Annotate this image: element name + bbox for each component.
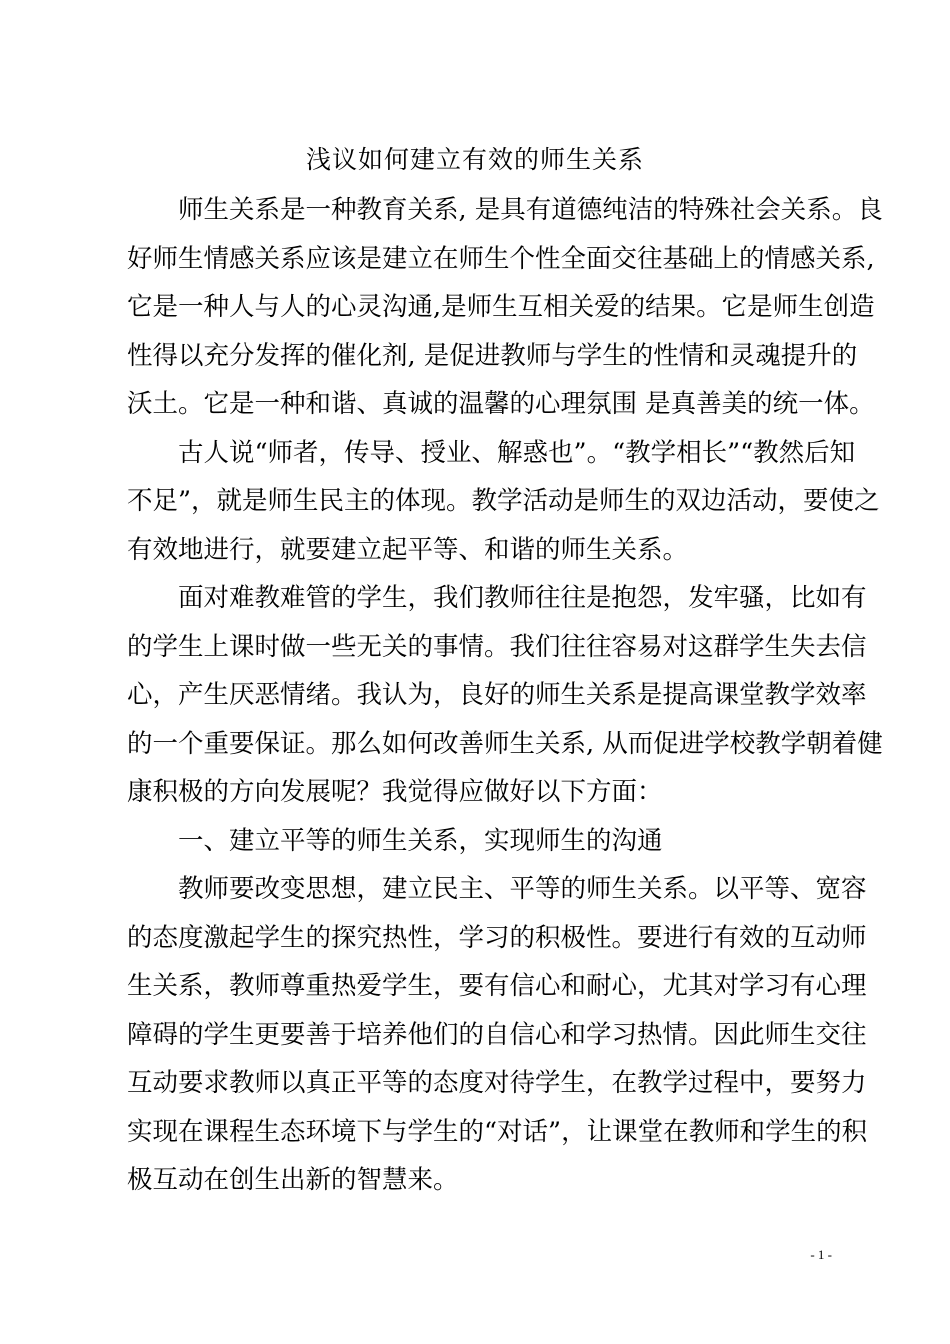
paragraph: [127, 865, 868, 1205]
text-line: 不足”，就是师生民主的体现。教学活动是师生的双边活动，要使之: [127, 486, 880, 516]
section-heading-text: 一、建立平等的师生关系，实现师生的沟通: [178, 825, 663, 856]
text-line: 性得以充分发挥的催化剂, 是促进教师与学生的性情和灵魂提升的: [127, 340, 858, 371]
document-title: 浅议如何建立有效的师生关系: [305, 145, 644, 174]
text-line: 的态度激起学生的探究热性，学习的积极性。要进行有效的互动师: [127, 922, 867, 953]
text-line: 面对难教难管的学生，我们教师往往是抱怨，发牢骚，比如有: [178, 583, 867, 613]
document-body: [127, 186, 883, 1205]
text-line: 古人说“师者，传导、授业、解惑也”。“教学相长”“教然后知: [178, 437, 856, 468]
text-line: 师生关系是一种教育关系, 是具有道德纯洁的特殊社会关系。良: [178, 195, 883, 225]
text-line: 生关系，教师尊重热爱学生，要有信心和耐心，尤其对学习有心理: [127, 971, 867, 1001]
text-line: 实现在课程生态环境下与学生的“对话”，让课堂在教师和学生的积: [127, 1116, 868, 1147]
paragraph: [127, 186, 883, 429]
section-heading: [127, 817, 839, 866]
text-line: 好师生情感关系应该是建立在师生个性全面交往基础上的情感关系,: [127, 243, 875, 274]
text-line: 障碍的学生更要善于培养他们的自信心和学习热情。因此师生交往: [127, 1019, 867, 1050]
paragraph: [127, 574, 883, 817]
text-line: 沃土。它是一种和谐、真诚的温馨的心理氛围 是真善美的统一体。: [127, 389, 875, 419]
text-line: 康积极的方向发展呢？我觉得应做好以下方面：: [127, 777, 663, 807]
text-line: 它是一种人与人的心灵沟通,是师生互相关爱的结果。它是师生创造: [127, 292, 875, 322]
paragraph: [127, 429, 880, 575]
text-line: 极互动在创生出新的智慧来。: [127, 1165, 459, 1195]
page-number: - 1 -: [810, 1247, 832, 1262]
text-line: 互动要求教师以真正平等的态度对待学生，在教学过程中，要努力: [127, 1068, 867, 1098]
text-line: 的一个重要保证。那么如何改善师生关系, 从而促进学校教学朝着健: [127, 728, 883, 759]
text-line: 的学生上课时做一些无关的事情。我们往往容易对这群学生失去信: [127, 631, 867, 662]
text-line: 心，产生厌恶情绪。我认为，良好的师生关系是提高课堂教学效率: [127, 680, 867, 710]
text-line: 教师要改变思想，建立民主、平等的师生关系。以平等、宽容: [178, 874, 867, 904]
text-line: 有效地进行，就要建立起平等、和谐的师生关系。: [127, 534, 689, 565]
